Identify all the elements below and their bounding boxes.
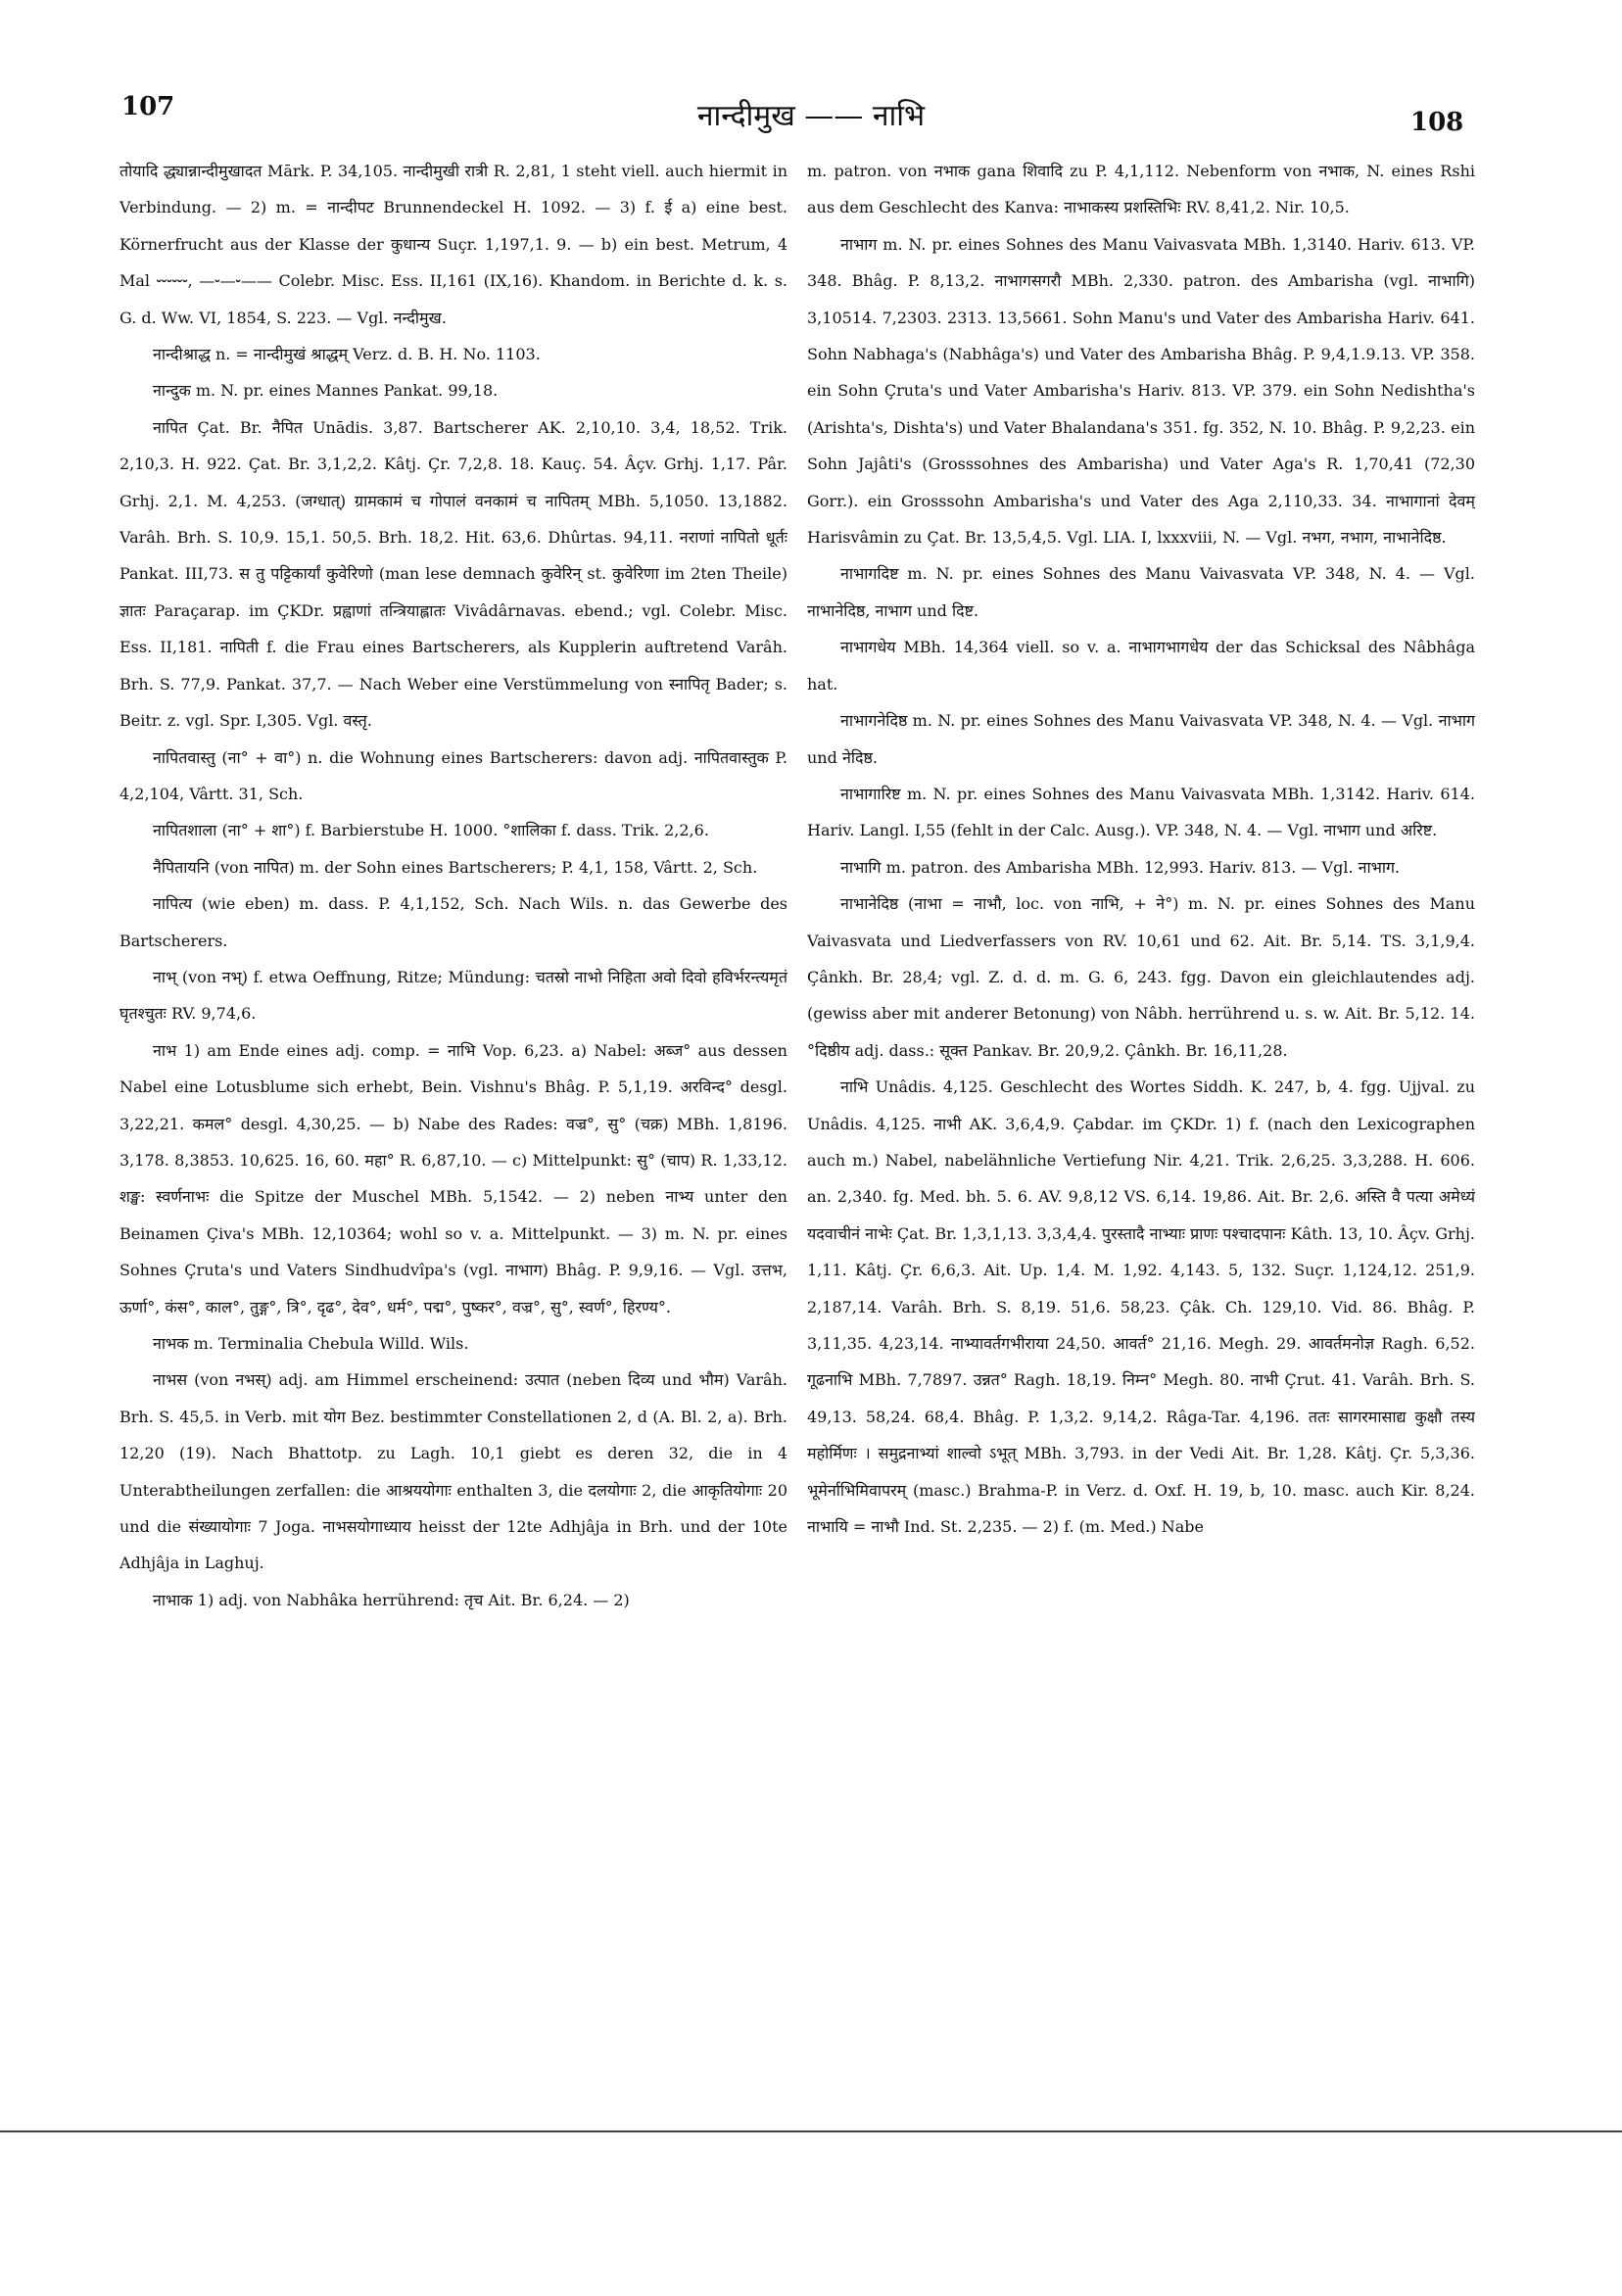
right-column [807,153,1475,2112]
dictionary-entry: नाभानेदिष्ठ (नाभा = नाभौ, loc. von नाभि, + ने°) m. N. pr. eines Sohnes des Manu Vaivasvata und Liedverfassers von RV. 10,61 und 62. Ait. Br. 5,14. TS. 3,1,9,4. Çânkh. Br. 28,4; vgl. Z. d. d. m. G. 6, 243. fgg. Davon ein gleichlautendes adj. (gewiss aber mit anderer Betonung) von Nâbh. herrührend u. s. w. Ait. Br. 5,12. 14. °दिष्ठीय adj. dass.: सूक्त Pankav. Br. 20,9,2. Çânkh. Br. 16,11,28. [807,894,1475,1060]
dictionary-entry: तोयादि द्ध्यान्नान्दीमुखादत Mārk. P. 34,105. नान्दीमुखी रात्री R. 2,81, 1 steht viell. auch hiermit in Verbindung. — 2) m. = नान्दीपट Brunnendeckel H. 1092. — 3) f. ई a) eine best. Körnerfrucht aus der Klasse der कुधान्य Suçr. 1,197,1. 9. — b) ein best. Metrum, 4 Mal ⏑⏑⏑⏑⏑⏑, —⏑—⏑—— Colebr. Misc. Ess. II,161 (IX,16). Khandom. in Berichte d. k. s. G. d. Ww. VI, 1854, S. 223. — Vgl. नन्दीमुख. [119,162,787,327]
dictionary-entry: नाभक m. Terminalia Chebula Willd. Wils. [153,1334,469,1353]
dictionary-entry: नाभागि m. patron. des Ambarisha MBh. 12,993. Hariv. 813. — Vgl. नाभाग. [840,857,1401,877]
dictionary-entry: नैपितायनि (von नापित) m. der Sohn eines Bartscherers; P. 4,1, 158, Vârtt. 2, Sch. [153,857,758,877]
left-page-number: 107 [121,92,175,121]
dictionary-entry: नापितवास्तु (ना° + वा°) n. die Wohnung eines Bartscherers: davon adj. नापितवास्तुक P. 4,2,104, Vârtt. 31, Sch. [119,747,787,803]
dictionary-entry: नाभागधेय MBh. 14,364 viell. so v. a. नाभागभागधेय der das Schicksal des Nâbhâga hat. [807,638,1475,694]
dictionary-entry: नापितशाला (ना° + शा°) f. Barbierstube H. 1000. °शालिका f. dass. Trik. 2,2,6. [153,821,709,840]
dictionary-entry: नाभाग m. N. pr. eines Sohnes des Manu Vaivasvata MBh. 1,3140. Hariv. 613. VP. 348. Bhâg. P. 8,13,2. नाभागसगरौ MBh. 2,330. patron. des Ambarisha (vgl. नाभागि) 3,10514. 7,2303. 2313. 13,5661. Sohn Manu's und Vater des Ambarisha Hariv. 641. Sohn Nabhaga's (Nabhâga's) und Vater des Ambarisha Bhâg. P. 9,4,1.9.13. VP. 358. ein Sohn Çruta's und Vater Ambarisha's Hariv. 813. VP. 379. ein Sohn Nedishtha's (Arishta's, Dishta's) und Vater Bhalandana's 351. fg. 352, N. 10. Bhâg. P. 9,2,23. ein Sohn Jajâti's (Grosssohnes des Ambarisha) und Vater Aga's R. 1,70,41 (72,30 Gorr.). ein Grosssohn Ambarisha's und Vater des Aga 2,110,33. 34. नाभागानां देवम् Harisvâmin zu Çat. Br. 13,5,4,5. Vgl. LIA. I, lxxxviii, N. — Vgl. नभग, नभाग, नाभानेदिष्ठ. [807,234,1475,548]
running-title: नान्दीमुख —— नाभि [696,99,926,133]
dictionary-entry: नाभि Unâdis. 4,125. Geschlecht des Wortes Siddh. K. 247, b, 4. fgg. Ujjval. zu Unâdis. 4,125. नाभी AK. 3,6,4,9. Çabdar. im ÇKDr. 1) f. (nach den Lexicographen auch m.) Nabel, nabelähnliche Vertiefung Nir. 4,21. Trik. 2,6,25. 3,3,288. H. 606. an. 2,340. fg. Med. bh. 5. 6. AV. 9,8,12 VS. 6,14. 19,86. Ait. Br. 2,6. अस्ति वै पत्या अमेध्यं यदवाचीनं नाभेः Çat. Br. 1,3,1,13. 3,3,4,4. पुरस्तादै नाभ्याः प्राणः पश्चादपानः Kâth. 13, 10. Âçv. Grhj. 1,11. Kâtj. Çr. 6,6,3. Ait. Up. 1,4. M. 1,92. 4,143. 5, 132. Suçr. 1,124,12. 251,9. 2,187,14. Varâh. Brh. S. 8,19. 51,6. 58,23. Çâk. Ch. 129,10. Vid. 86. Bhâg. P. 3,11,35. 4,23,14. नाभ्यावर्तगभीराया 24,50. आवर्त° 21,16. Megh. 29. आवर्तमनोज्ञ Ragh. 6,52. गूढनाभि MBh. 7,7897. उन्नत° Ragh. 18,19. निम्न° Megh. 80. नाभी Çrut. 41. Varâh. Brh. S. 49,13. 58,24. 68,4. Bhâg. P. 1,3,2. 9,14,2. Râga-Tar. 4,196. ततः सागरमासाद्य कुक्षौ तस्य महोर्मिणः । समुद्रनाभ्यां शाल्वो ऽभूत् MBh. 3,793. in der Vedi Ait. Br. 1,28. Kâtj. Çr. 5,3,36. भूमेर्नाभिमिवापरम् (masc.) Brahma-P. in Verz. d. Oxf. H. 19, b, 10. masc. auch Kir. 8,24. नाभायि = नाभौ Ind. St. 2,235. — 2) f. (m. Med.) Nabe [807,1077,1475,1537]
dictionary-entry: नाभाक 1) adj. von Nabhâka herrührend: तृच Ait. Br. 6,24. — 2) [153,1590,630,1609]
right-page-number: 108 [1410,108,1464,137]
dictionary-entry: नापित्य (wie eben) m. dass. P. 4,1,152, Sch. Nach Wils. n. das Gewerbe des Bartscherers. [119,894,787,950]
dictionary-entry: नाभागारिष्ट m. N. pr. eines Sohnes des Manu Vaivasvata MBh. 1,3142. Hariv. 614. Hariv. Langl. I,55 (fehlt in der Calc. Ausg.). VP. 348, N. 4. — Vgl. नाभाग und अरिष्ट. [807,784,1475,840]
dictionary-entry: नाभ 1) am Ende eines adj. comp. = नाभि Vop. 6,23. a) Nabel: अब्ज° aus dessen Nabel eine Lotusblume sich erhebt, Bein. Vishnu's Bhâg. P. 5,1,19. अरविन्द° desgl. 3,22,21. कमल° desgl. 4,30,25. — b) Nabe des Rades: वज्र°, सु° (चक्र) MBh. 1,8196. 3,178. 8,3853. 10,625. 16, 60. महा° R. 6,87,10. — c) Mittelpunkt: सु° (चाप) R. 1,33,12. शङ्ख: स्वर्णनाभः die Spitze der Muschel MBh. 5,1542. — 2) neben नाभ्य unter den Beinamen Çiva's MBh. 12,10364; wohl so v. a. Mittelpunkt. — 3) m. N. pr. eines Sohnes Çruta's und Vaters Sindhudvîpa's (vgl. नाभाग) Bhâg. P. 9,9,16. — Vgl. उत्तभ, ऊर्णा°, कंस°, काल°, तुङ्ग°, त्रि°, दृढ°, देव°, धर्म°, पद्म°, पुष्कर°, वज्र°, सु°, स्वर्ण°, हिरण्य°. [119,1040,787,1316]
dictionary-entry: m. patron. von नभाक gana शिवादि zu P. 4,1,112. Nebenform von नभाक, N. eines Rshi aus dem Geschlecht des Kanva: नाभाकस्य प्रशस्तिभिः RV. 8,41,2. Nir. 10,5. [807,162,1475,217]
dictionary-entry: नापित Çat. Br. नैपित Unādis. 3,87. Bartscherer AK. 2,10,10. 3,4, 18,52. Trik. 2,10,3. H. 922. Çat. Br. 3,1,2,2. Kâtj. Çr. 7,2,8. 18. Kauç. 54. Âçv. Grhj. 1,17. Pâr. Grhj. 2,1. M. 4,253. (जग्धात्) ग्रामकामं च गोपालं वनकामं च नापितम् MBh. 5,1050. 13,1882. Varâh. Brh. S. 10,9. 15,1. 50,5. Brh. 18,2. Hit. 63,6. Dhûrtas. 94,11. नराणां नापितो धूर्तः Pankat. III,73. स तु पट्टिकार्यां कुवेरिणो (man lese demnach कुवेरिन् st. कुवेरिणा im 2ten Theile) ज्ञातः Paraçarap. im ÇKDr. प्रह्वाणां तन्त्रियाह्लातः Vivâdârnavas. ebend.; vgl. Colebr. Misc. Ess. II,181. नापिती f. die Frau eines Bartscherers, als Kupplerin auftretend Varâh. Brh. S. 77,9. Pankat. 37,7. — Nach Weber eine Verstümmelung von स्नापितृ Bader; s. Beitr. z. vgl. Spr. I,305. Vgl. वस्तृ. [119,417,787,731]
dictionary-entry: नाभागदिष्ट m. N. pr. eines Sohnes des Manu Vaivasvata VP. 348, N. 4. — Vgl. नाभानेदिष्ठ, नाभाग und दिष्ट. [807,564,1475,620]
dictionary-entry: नान्दीश्राद्ध n. = नान्दीमुखं श्राद्धम् Verz. d. B. H. No. 1103. [153,345,541,364]
bottom-rule [0,2130,1622,2132]
dictionary-entry: नाभ् (von नभ्) f. etwa Oeffnung, Ritze; Mündung: चतस्रो नाभो निहिता अवो दिवो हविर्भरन्त्यमृतं घृतश्चुतः RV. 9,74,6. [119,967,787,1024]
left-column [119,153,787,2112]
dictionary-entry: नाभागनेदिष्ठ m. N. pr. eines Sohnes des Manu Vaivasvata VP. 348, N. 4. — Vgl. नाभाग und नेदिष्ठ. [807,711,1475,767]
dictionary-entry: नान्दुक m. N. pr. eines Mannes Pankat. 99,18. [153,381,499,401]
dictionary-entry: नाभस (von नभस्) adj. am Himmel erscheinend: उत्पात (neben दिव्य und भौम) Varâh. Brh. S. 45,5. in Verb. mit योग Bez. bestimmter Constellationen 2, d (A. Bl. 2, a). Brh. 12,20 (19). Nach Bhattotp. zu Lagh. 10,1 giebt es deren 32, die in 4 Unterabtheilungen zerfallen: die आश्रययोगाः enthalten 3, die दलयोगाः 2, die आकृतियोगाः 20 und die संख्यायोगाः 7 Joga. नाभसयोगाध्याय heisst der 12te Adhjâja in Brh. und der 10te Adhjâja in Laghuj. [119,1370,787,1573]
